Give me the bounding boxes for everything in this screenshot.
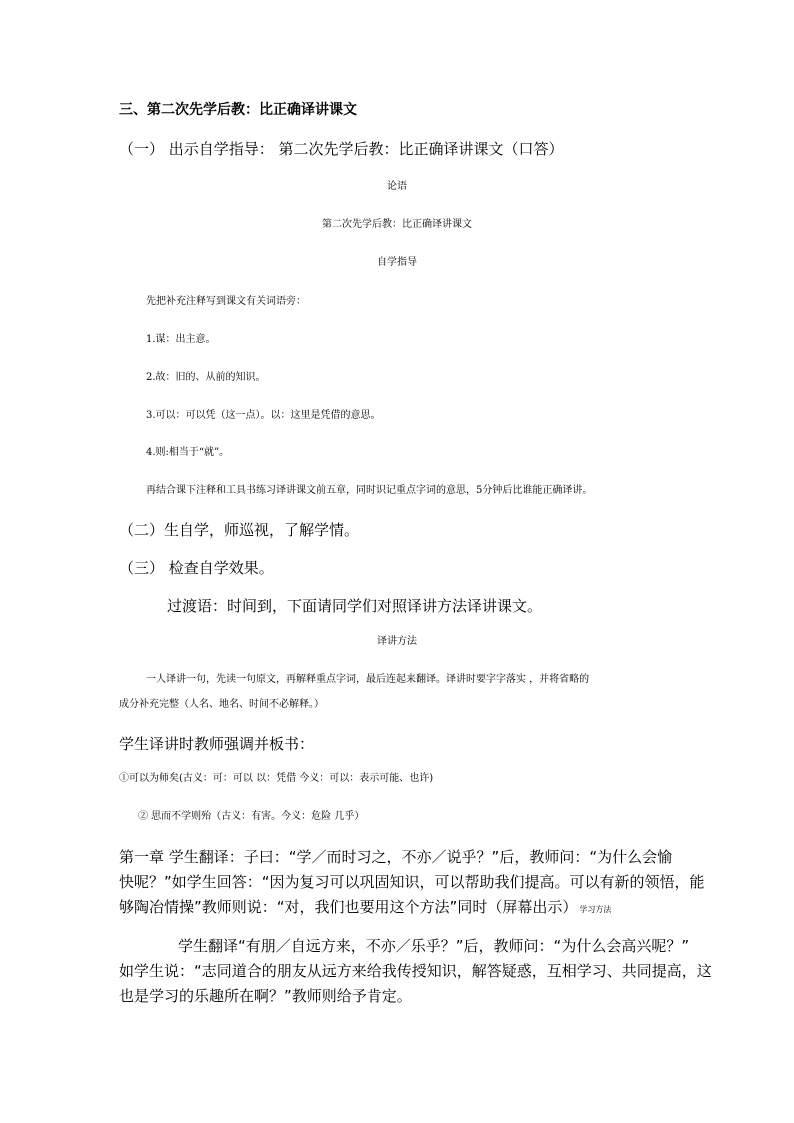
box1-heading: 自学指导 xyxy=(377,257,417,268)
box1-intro: 先把补充注释写到课文有关词语旁： xyxy=(146,296,306,307)
part3-line: （三） 检查自学效果。 xyxy=(119,559,274,577)
part2-line: （二）生自学，师巡视，了解学情。 xyxy=(119,521,360,539)
para1-line xyxy=(119,898,611,916)
box1-closing: 再结合课下注释和工具书练习译讲课文前五章，同时识记重点字词的意思，5分钟后比谁能正确译讲。 xyxy=(146,485,593,496)
para1-small-label: 学习方法 xyxy=(579,905,612,914)
transition-line: 过渡语：时间到，下面请同学们对照译讲方法译讲课文。 xyxy=(167,597,543,615)
box2-title: 译讲方法 xyxy=(377,636,417,647)
part1-line: （一） 出示自学指导： 第二次先学后教：比正确译讲课文（口答） xyxy=(119,140,564,158)
para2-line: 如学生说：“志同道合的朋友从远方来给我传授知识，解答疑惑，互相学习、共同提高，这 xyxy=(119,962,712,980)
board-intro: 学生译讲时教师强调并板书： xyxy=(119,735,315,753)
section-heading: 三、第二次先学后教：比正确译讲课文 xyxy=(119,102,357,118)
box1-title: 论语 xyxy=(387,181,407,192)
board-item: ①可以为师矣(古义：可：可以 以：凭借 今义：可以：表示可能、也许) xyxy=(119,773,434,784)
box1-item: 2.故：旧的、从前的知识。 xyxy=(146,372,266,383)
para2-line: 学生翻译“有朋／自远方来，不亦／乐乎？”后，教师问：“为什么会高兴呢？” xyxy=(178,937,690,955)
box1-item: 1.谋：出主意。 xyxy=(146,334,216,345)
para1-text: 够陶冶情操”教师则说：“对，我们也要用这个方法”同时（屏幕出示） xyxy=(119,898,578,916)
para1-line: 快呢？”如学生回答：“因为复习可以巩固知识，可以帮助我们提高。可以有新的领悟，能 xyxy=(119,873,705,891)
para1-line: 第一章 学生翻译：子曰：“学／而时习之，不亦／说乎？”后，教师问：“为什么会愉 xyxy=(119,848,673,866)
box2-line: 一人译讲一句，先读一句原文，再解释重点字词，最后连起来翻译。译讲时要字字落实 ，并将省略的 xyxy=(146,674,590,685)
box1-item: 3.可以：可以凭（这一点）。以：这里是凭借的意思。 xyxy=(146,410,381,421)
box1-subtitle: 第二次先学后教：比正确译讲课文 xyxy=(322,219,472,230)
para2-line: 也是学习的乐趣所在啊？”教师则给予肯定。 xyxy=(119,987,412,1005)
board-item: ② 思而不学则殆（古义：有害。今义：危险 几乎） xyxy=(138,811,365,822)
box1-item: 4.则:相当于“就”。 xyxy=(146,447,230,458)
box2-line: 成分补充完整（人名、地名、时间不必解释。） xyxy=(119,699,324,710)
